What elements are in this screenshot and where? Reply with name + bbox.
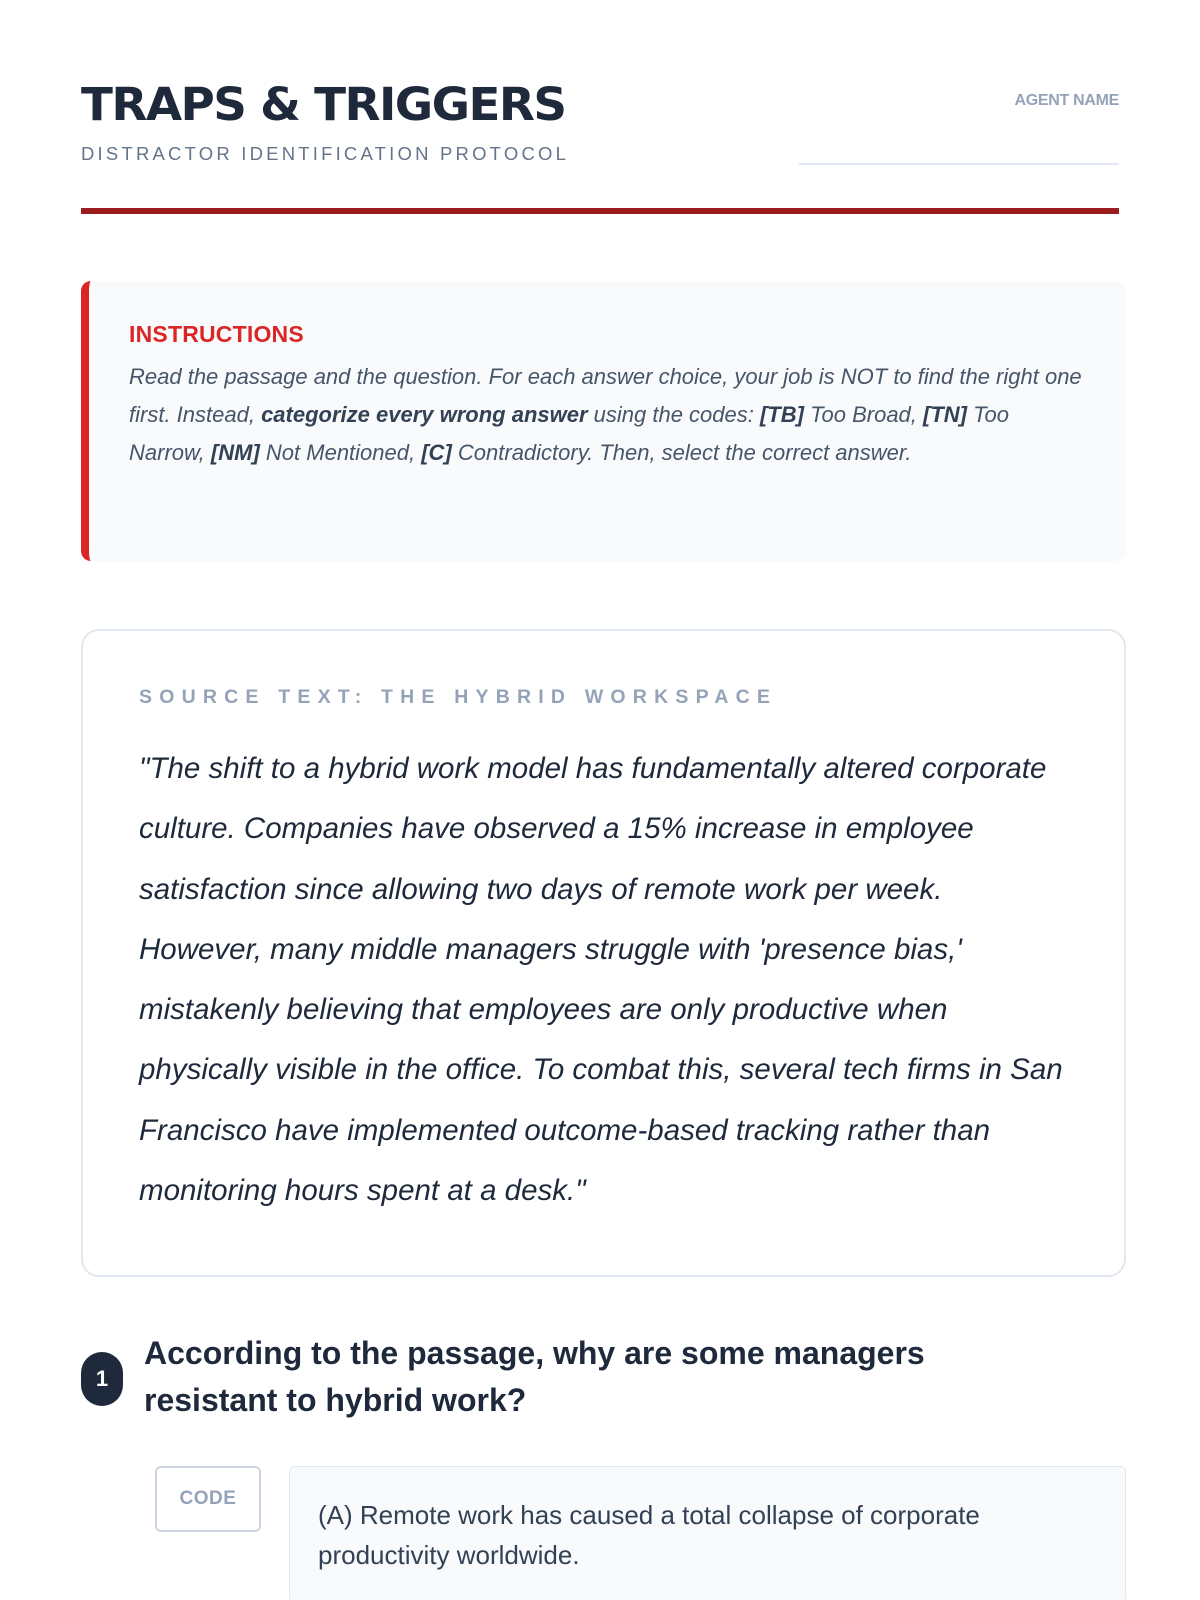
- code-c: [C]: [421, 440, 452, 465]
- source-passage: "The shift to a hybrid work model has fundamentally altered corporate culture. Companies have observed a 15% increase in employee satisfaction since allowing two days of remote work per week. However, many middle managers struggle with 'presence bias,' mistakenly believing that employees are only productive when physically visible in the office. To combat this, several tech firms in San Francisco have implemented outcome-based tracking rather than monitoring hours spent at a desk.": [139, 752, 1063, 1208]
- code-tb: [TB]: [759, 402, 804, 427]
- question-text: According to the passage, why are some managers resistant to hybrid work?: [144, 1335, 925, 1418]
- answer-code-input[interactable]: CODE: [155, 1466, 261, 1532]
- instructions-text-part: Too Narrow,: [129, 402, 1010, 465]
- instructions-box: [81, 281, 1126, 561]
- instructions-text-part: Not Mentioned,: [259, 440, 422, 465]
- question-number-badge: 1: [81, 1352, 123, 1406]
- source-text-label: SOURCE TEXT: THE HYBRID WORKSPACE: [139, 686, 778, 708]
- header-divider: [81, 208, 1119, 214]
- instructions-heading: INSTRUCTIONS: [129, 321, 304, 347]
- instructions-text-part: using the codes:: [587, 402, 760, 427]
- header: [81, 0, 1119, 215]
- source-text-card: [81, 629, 1126, 1277]
- agent-name-field[interactable]: [799, 163, 1119, 165]
- instructions-emphasis: categorize every wrong answer: [261, 402, 588, 427]
- answer-choice-a[interactable]: (A) Remote work has caused a total collapse of corporate productivity worldwide.: [289, 1466, 1126, 1600]
- instructions-text-part: Too Broad,: [803, 402, 924, 427]
- agent-name-label: AGENT NAME: [1014, 92, 1119, 109]
- page-title: TRAPS & TRIGGERS: [81, 78, 566, 131]
- page-subtitle: DISTRACTOR IDENTIFICATION PROTOCOL: [81, 143, 570, 164]
- instructions-text-part: Contradictory. Then, select the correct answer.: [451, 440, 912, 465]
- code-nm: [NM]: [210, 440, 260, 465]
- instructions-text: [129, 358, 1086, 472]
- code-tn: [TN]: [923, 402, 967, 427]
- instructions-text-part: Read the passage and the question. For each answer choice, your job is NOT to find the right one first. Instead,: [129, 364, 1082, 427]
